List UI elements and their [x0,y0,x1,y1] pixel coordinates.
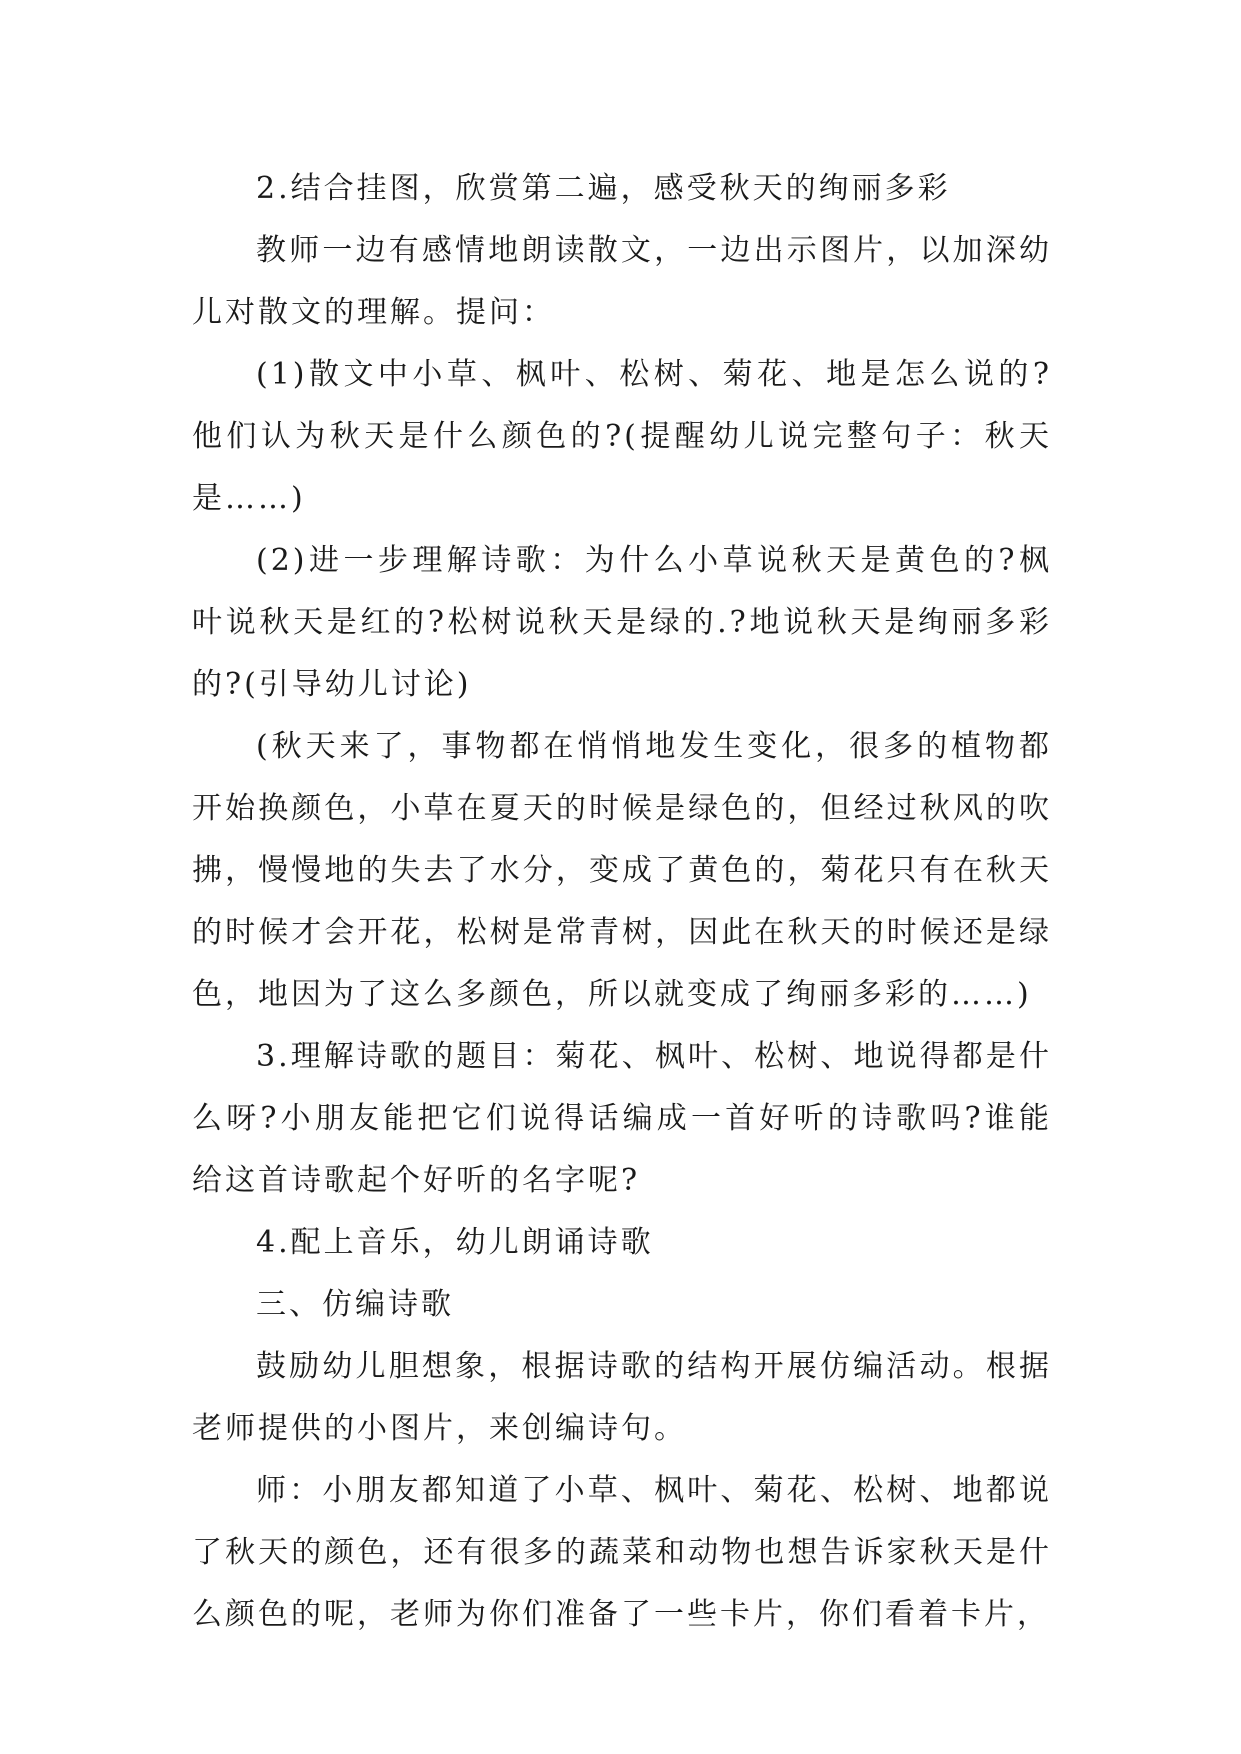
paragraph-step-2-heading: 2.结合挂图，欣赏第二遍，感受秋天的绚丽多彩 [256,171,951,206]
document-body [192,158,1052,1646]
section-heading-imitation: 三、仿编诗歌 [256,1287,454,1322]
paragraph-teacher-reading: 教师一边有感情地朗读散文，一边出示图片，以加深幼儿对散文的理解。提问： [192,233,1052,330]
paragraph-explanation: (秋天来了，事物都在悄悄地发生变化，很多的植物都开始换颜色，小草在夏天的时候是绿色的，但经过秋风的吹拂，慢慢地的失去了水分，变成了黄色的，菊花只有在秋天的时候才会开花，松树是常青树，因此在秋天的时候还是绿色，地因为了这么多颜色，所以就变成了绚丽多彩的……) [192,729,1052,1012]
paragraph-question-2: (2)进一步理解诗歌：为什么小草说秋天是黄色的?枫叶说秋天是红的?松树说秋天是绿的.?地说秋天是绚丽多彩的?(引导幼儿讨论) [192,543,1052,702]
paragraph-encourage: 鼓励幼儿胆想象，根据诗歌的结构开展仿编活动。根据老师提供的小图片，来创编诗句。 [192,1349,1052,1446]
paragraph-step-4: 4.配上音乐，幼儿朗诵诗歌 [256,1225,654,1260]
paragraph-question-1: (1)散文中小草、枫叶、松树、菊花、地是怎么说的?他们认为秋天是什么颜色的?(提醒幼儿说完整句子：秋天是……) [192,357,1052,516]
paragraph-teacher-speech: 师：小朋友都知道了小草、枫叶、菊花、松树、地都说了秋天的颜色，还有很多的蔬菜和动物也想告诉家秋天是什么颜色的呢，老师为你们准备了一些卡片，你们看着卡片， [192,1473,1052,1632]
paragraph-step-3: 3.理解诗歌的题目：菊花、枫叶、松树、地说得都是什么呀?小朋友能把它们说得话编成一首好听的诗歌吗?谁能给这首诗歌起个好听的名字呢? [192,1039,1052,1198]
